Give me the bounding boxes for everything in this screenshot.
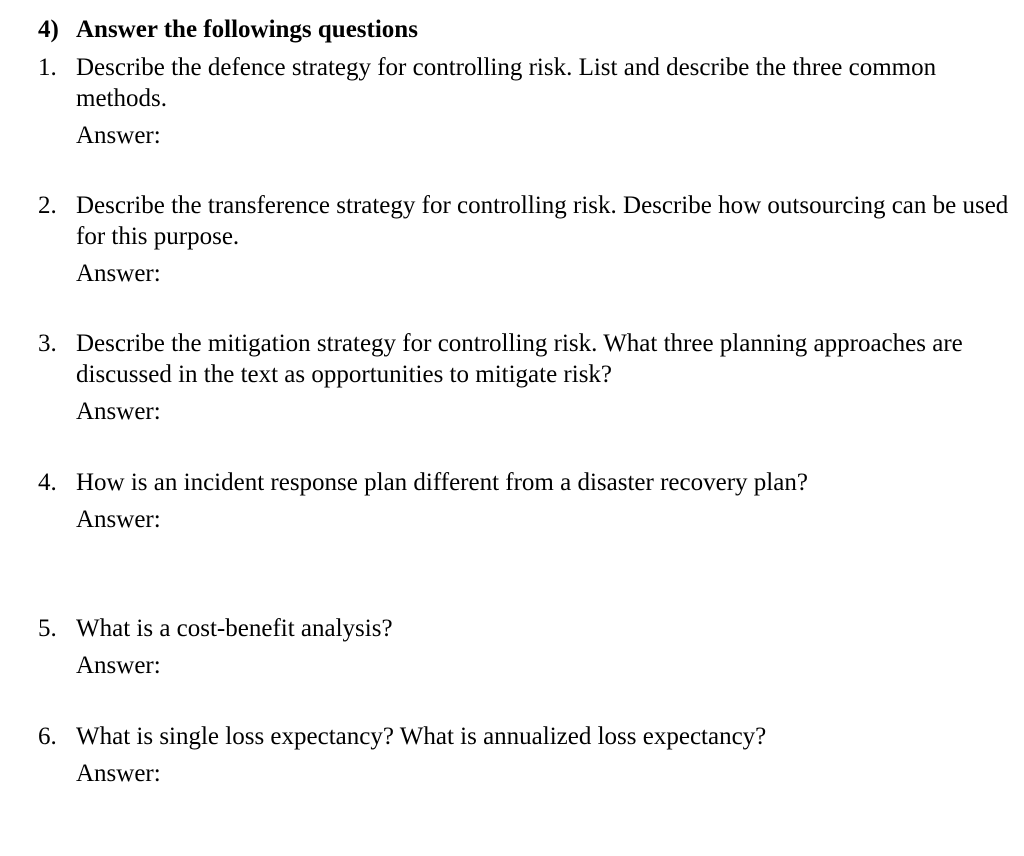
answer-label: Answer: bbox=[76, 760, 161, 787]
question-1 bbox=[38, 52, 1013, 151]
section-heading bbox=[38, 14, 418, 45]
question-2 bbox=[38, 190, 1013, 289]
question-number: 3. bbox=[38, 330, 57, 357]
question-4 bbox=[38, 467, 1013, 535]
question-text: What is single loss expectancy? What is annualized loss expectancy? bbox=[76, 723, 767, 750]
question-text: How is an incident response plan different from a disaster recovery plan? bbox=[76, 469, 808, 496]
answer-label: Answer: bbox=[76, 652, 161, 679]
question-number: 6. bbox=[38, 723, 57, 750]
question-number: 1. bbox=[38, 54, 57, 81]
question-number: 5. bbox=[38, 615, 57, 642]
question-text: What is a cost-benefit analysis? bbox=[76, 615, 393, 642]
answer-label: Answer: bbox=[76, 260, 161, 287]
section-number: 4) bbox=[38, 16, 59, 43]
question-5 bbox=[38, 613, 1013, 681]
answer-label: Answer: bbox=[76, 122, 161, 149]
question-number: 2. bbox=[38, 192, 57, 219]
question-text: Describe the transference strategy for controlling risk. Describe how outsourcing can be used for this purpose. bbox=[76, 192, 1009, 250]
question-text: Describe the mitigation strategy for controlling risk. What three planning approaches are discussed in the text as opportunities to mitigate risk? bbox=[76, 330, 963, 388]
question-6 bbox=[38, 721, 1013, 789]
question-3 bbox=[38, 328, 1013, 427]
question-text: Describe the defence strategy for controlling risk. List and describe the three common methods. bbox=[76, 54, 937, 112]
question-number: 4. bbox=[38, 469, 57, 496]
answer-label: Answer: bbox=[76, 398, 161, 425]
answer-label: Answer: bbox=[76, 506, 161, 533]
section-title: Answer the followings questions bbox=[76, 16, 418, 43]
